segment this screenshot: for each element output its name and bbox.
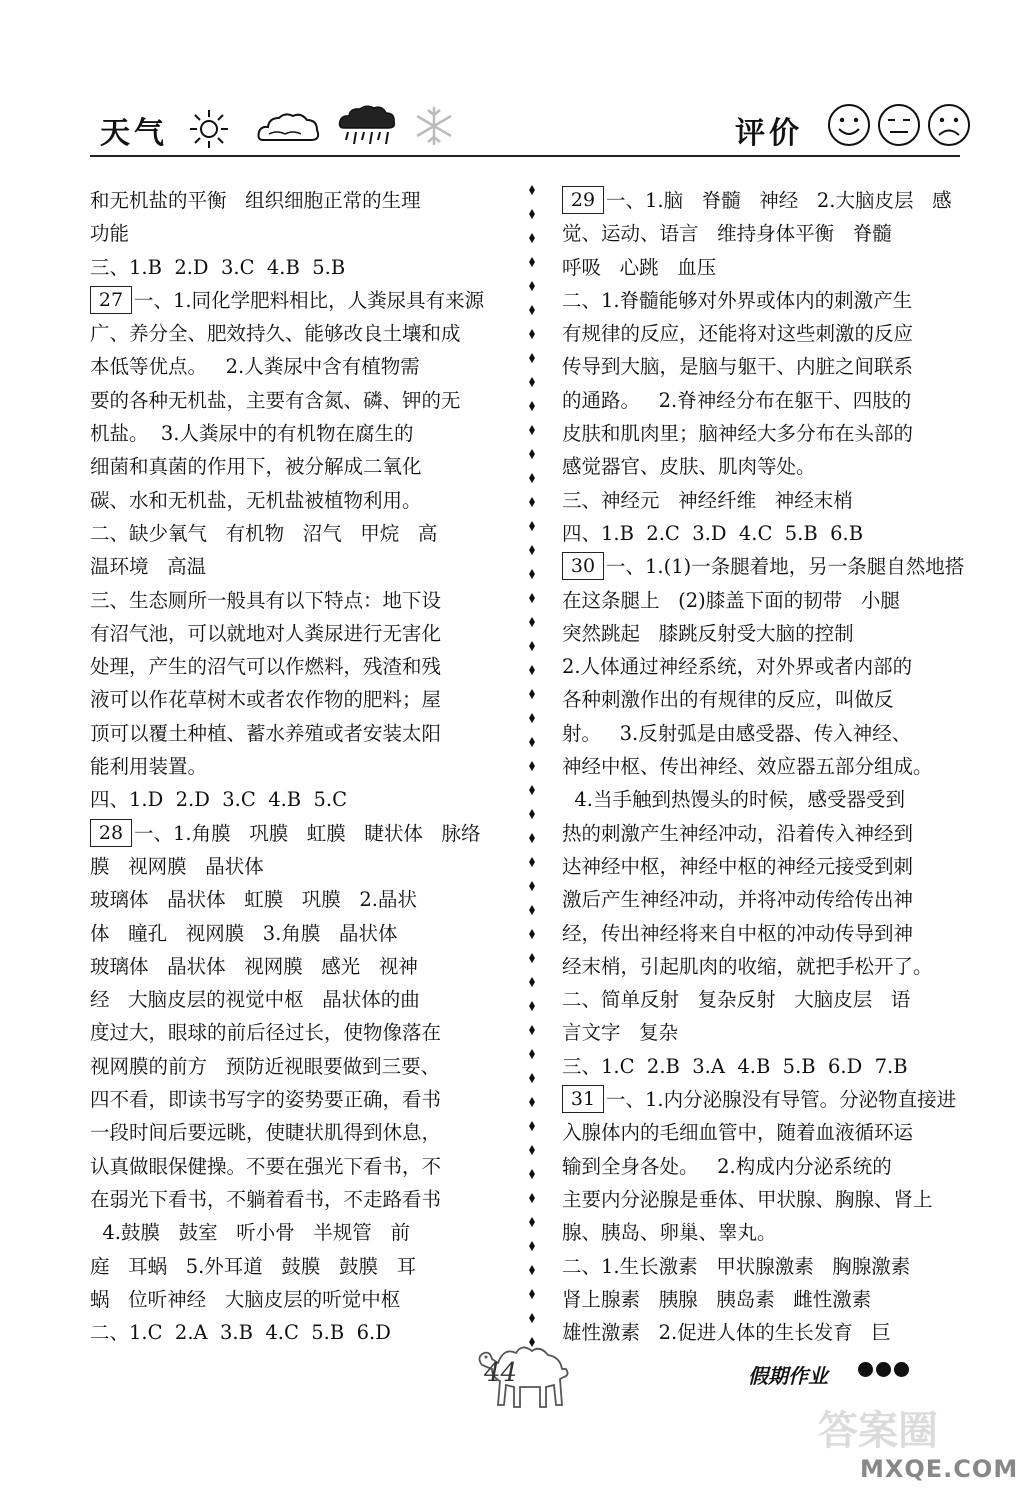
- divider-diamond: [529, 665, 535, 675]
- divider-diamond: [529, 737, 535, 747]
- answer-text: 觉、运动、语言 维持身体平衡 脊髓: [562, 222, 892, 246]
- divider-diamond: [529, 617, 535, 627]
- answer-line: [562, 184, 982, 217]
- answer-text: 皮肤和肌肉里；脑神经大多分布在头部的: [562, 422, 914, 446]
- answer-line: [562, 950, 982, 983]
- answer-line: [562, 417, 982, 450]
- answer-line: [562, 617, 982, 650]
- divider-diamond: [529, 1073, 535, 1083]
- snowflake-icon: [412, 104, 456, 148]
- answer-line: [90, 783, 530, 816]
- answer-line: [90, 184, 530, 217]
- divider-diamond: [529, 977, 535, 987]
- answer-line: [90, 883, 530, 916]
- divider-diamond: [529, 257, 535, 267]
- section-number: 31: [562, 1085, 604, 1113]
- divider-diamond: [529, 1313, 535, 1323]
- answer-text: 一、1.脑 脊髓 神经 2.大脑皮层 感: [606, 189, 952, 212]
- answer-text: 视网膜的前方 预防近视眼要做到三要、: [90, 1054, 441, 1078]
- header-rule: [90, 155, 960, 157]
- answer-line: [562, 1016, 982, 1049]
- divider-diamond: [529, 1097, 535, 1107]
- answer-text: 液可以作花草树木或者农作物的肥料；屋: [90, 688, 442, 712]
- answer-line: [562, 584, 982, 617]
- answer-line: [562, 450, 982, 483]
- answer-text: 各种刺激作出的有规律的反应，叫做反: [562, 688, 894, 712]
- answer-line: [90, 1216, 530, 1249]
- answer-text: 二、缺少氧气 有机物 沼气 甲烷 高: [90, 521, 438, 545]
- divider-diamond: [529, 281, 535, 291]
- divider-diamond: [529, 449, 535, 459]
- answer-text: 雄性激素 2.促进人体的生长发育 巨: [562, 1321, 891, 1345]
- answer-text: 有规律的反应，还能将对这些刺激的反应: [562, 322, 914, 346]
- answer-text: 一、1.内分泌腺没有导管。分泌物直接进: [606, 1088, 957, 1112]
- weather-label: 天气: [100, 116, 168, 151]
- answer-line: [90, 1083, 530, 1116]
- neutral-face-icon: [876, 102, 922, 148]
- answer-text: 神经中枢、传出神经、效应器五部分组成。: [562, 755, 933, 779]
- divider-diamond: [529, 233, 535, 243]
- answer-text: 传导到大脑，是脑与躯干、内脏之间联系: [562, 355, 914, 379]
- answer-line: [562, 717, 982, 750]
- answer-line: [562, 1216, 982, 1249]
- divider-diamond: [529, 881, 535, 891]
- divider-diamond: [529, 1025, 535, 1035]
- answer-line: [562, 550, 982, 583]
- answer-line: [90, 983, 530, 1016]
- divider-diamond: [529, 857, 535, 867]
- watermark-badge: 答案圈: [818, 1408, 938, 1454]
- divider-diamond: [529, 569, 535, 579]
- answer-line: [90, 384, 530, 417]
- divider-diamond: [529, 809, 535, 819]
- answer-line: [562, 650, 982, 683]
- answer-line: [562, 1050, 982, 1083]
- answer-text: 感觉器官、皮肤、肌肉等处。: [562, 455, 816, 479]
- dot-icon: [894, 1362, 909, 1377]
- section-number: 28: [90, 819, 132, 847]
- answer-text: 腺、胰岛、卵巢、睾丸。: [562, 1221, 777, 1245]
- divider-diamond: [529, 329, 535, 339]
- answer-text: 激后产生神经冲动，并将冲动传给传出神: [562, 888, 914, 912]
- answer-text: 一、1.角膜 巩膜 虹膜 睫状体 脉络: [134, 821, 481, 845]
- divider-diamond: [529, 1049, 535, 1059]
- answer-line: [562, 1116, 982, 1149]
- page-header: [0, 0, 1000, 170]
- series-dots: [858, 1362, 912, 1381]
- answer-text: 4.鼓膜 鼓室 听小骨 半规管 前: [90, 1221, 410, 1245]
- column-divider: [528, 184, 536, 1344]
- answer-line: [90, 517, 530, 550]
- answer-text: 度过大，眼球的前后径过长，使物像落在: [90, 1021, 442, 1045]
- answer-line: [562, 1283, 982, 1316]
- divider-diamond: [529, 1169, 535, 1179]
- rain-icon: [338, 104, 396, 150]
- answer-line: [562, 1150, 982, 1183]
- right-column: [562, 184, 982, 1349]
- divider-diamond: [529, 1193, 535, 1203]
- series-label: 假期作业: [748, 1364, 828, 1388]
- answer-text: 射。 3.反射弧是由感受器、传入神经、: [562, 721, 912, 745]
- answer-text: 和无机盐的平衡 组织细胞正常的生理: [90, 189, 421, 212]
- answer-text: 在这条腿上 (2)膝盖下面的韧带 小腿: [562, 588, 900, 612]
- answer-text: 在弱光下看书，不躺着看书，不走路看书: [90, 1187, 442, 1211]
- answer-text: 四不看，即读书写字的姿势要正确，看书: [90, 1088, 442, 1112]
- divider-diamond: [529, 1001, 535, 1011]
- divider-diamond: [529, 1121, 535, 1131]
- answer-line: [90, 650, 530, 683]
- answer-text: 细菌和真菌的作用下，被分解成二氧化: [90, 455, 422, 479]
- answer-line: [90, 1250, 530, 1283]
- answer-line: [90, 817, 530, 850]
- answer-text: 一、1.(1)一条腿着地，另一条腿自然地搭: [606, 555, 965, 579]
- divider-diamond: [529, 929, 535, 939]
- answer-text: 言文字 复杂: [562, 1021, 679, 1045]
- answer-line: [562, 983, 982, 1016]
- smile-face-icon: [826, 102, 872, 148]
- answer-line: [562, 850, 982, 883]
- answer-text: 达神经中枢，神经中枢的神经元接受到刺: [562, 854, 914, 878]
- answer-text: 要的各种无机盐，主要有含氮、磷、钾的无: [90, 388, 461, 412]
- divider-diamond: [529, 953, 535, 963]
- answer-line: [562, 1083, 982, 1116]
- page-number: 44: [484, 1358, 518, 1388]
- answer-text: 三、生态厕所一般具有以下特点：地下设: [90, 588, 442, 612]
- answer-text: 三、1.B 2.D 3.C 4.B 5.B: [90, 255, 346, 279]
- answer-line: [90, 1050, 530, 1083]
- answer-line: [562, 484, 982, 517]
- answer-text: 三、神经元 神经纤维 神经末梢: [562, 488, 853, 512]
- divider-diamond: [529, 1289, 535, 1299]
- answer-line: [90, 1016, 530, 1049]
- answer-line: [562, 917, 982, 950]
- divider-diamond: [529, 425, 535, 435]
- divider-diamond: [529, 521, 535, 531]
- cloudy-icon: [255, 108, 323, 148]
- divider-diamond: [529, 209, 535, 219]
- answer-line: [562, 1250, 982, 1283]
- answer-line: [90, 584, 530, 617]
- answer-line: [90, 1316, 530, 1349]
- divider-diamond: [529, 497, 535, 507]
- answer-line: [90, 251, 530, 284]
- answer-text: 庭 耳蜗 5.外耳道 鼓膜 鼓膜 耳: [90, 1254, 417, 1278]
- divider-diamond: [529, 473, 535, 483]
- answer-text: 四、1.B 2.C 3.D 4.C 5.B 6.B: [562, 521, 864, 545]
- divider-diamond: [529, 641, 535, 651]
- answer-text: 处理，产生的沼气可以作燃料，残渣和残: [90, 655, 442, 679]
- answer-text: 膜 视网膜 晶状体: [90, 854, 264, 878]
- answer-line: [90, 317, 530, 350]
- divider-diamond: [529, 401, 535, 411]
- answer-text: 二、1.C 2.A 3.B 4.C 5.B 6.D: [90, 1321, 391, 1345]
- divider-diamond: [529, 1265, 535, 1275]
- section-number: 27: [90, 286, 132, 314]
- answer-line: [90, 550, 530, 583]
- section-number: 30: [562, 552, 604, 580]
- answer-text: 机盐。 3.人粪尿中的有机物在腐生的: [90, 422, 414, 446]
- answer-line: [562, 783, 982, 816]
- divider-diamond: [529, 689, 535, 699]
- answer-line: [562, 683, 982, 716]
- answer-line: [90, 617, 530, 650]
- answer-text: 二、简单反射 复杂反射 大脑皮层 语: [562, 988, 911, 1012]
- answer-line: [90, 917, 530, 950]
- divider-diamond: [529, 1217, 535, 1227]
- answer-text: 碳、水和无机盐，无机盐被植物利用。: [90, 488, 422, 512]
- divider-diamond: [529, 833, 535, 843]
- answer-line: [562, 1316, 982, 1349]
- rating-label: 评价: [735, 116, 803, 151]
- answer-line: [562, 217, 982, 250]
- answer-text: 认真做眼保健操。不要在强光下看书，不: [90, 1154, 442, 1178]
- answer-text: 一、1.同化学肥料相比，人粪尿具有来源: [134, 288, 485, 312]
- answer-line: [90, 1150, 530, 1183]
- left-column: [90, 184, 530, 1349]
- answer-line: [562, 317, 982, 350]
- divider-diamond: [529, 353, 535, 363]
- answer-text: 突然跳起 膝跳反射受大脑的控制: [562, 621, 854, 645]
- answer-text: 温环境 高温: [90, 555, 207, 579]
- watermark-logo: [810, 1400, 990, 1460]
- answer-line: [90, 1183, 530, 1216]
- answer-text: 入腺体内的毛细血管中，随着血液循环运: [562, 1121, 914, 1145]
- answer-text: 三、1.C 2.B 3.A 4.B 5.B 6.D 7.B: [562, 1054, 908, 1078]
- answer-text: 热的刺激产生神经冲动，沿着传入神经到: [562, 821, 914, 845]
- answer-text: 有沼气池，可以就地对人粪尿进行无害化: [90, 621, 442, 645]
- answer-text: 四、1.D 2.D 3.C 4.B 5.C: [90, 788, 348, 812]
- answer-line: [90, 217, 530, 250]
- answer-line: [90, 1116, 530, 1149]
- answer-line: [90, 717, 530, 750]
- watermark-text: MXQE.COM: [860, 1455, 1018, 1483]
- answer-text: 2.人体通过神经系统，对外界或者内部的: [562, 655, 913, 679]
- divider-diamond: [529, 593, 535, 603]
- answer-text: 4.当手触到热馒头的时候，感受器受到: [562, 788, 906, 812]
- answer-text: 二、1.生长激素 甲状腺激素 胸腺激素: [562, 1254, 911, 1278]
- divider-diamond: [529, 377, 535, 387]
- answer-line: [90, 284, 530, 317]
- answer-line: [90, 484, 530, 517]
- divider-diamond: [529, 1145, 535, 1155]
- answer-line: [562, 517, 982, 550]
- dot-icon: [858, 1362, 873, 1377]
- answer-text: 二、1.脊髓能够对外界或体内的刺激产生: [562, 288, 913, 312]
- answer-text: 输到全身各处。 2.构成内分泌系统的: [562, 1154, 892, 1178]
- divider-diamond: [529, 305, 535, 315]
- answer-text: 玻璃体 晶状体 虹膜 巩膜 2.晶状: [90, 888, 417, 912]
- answer-text: 本低等优点。 2.人粪尿中含有植物需: [90, 355, 420, 379]
- answer-line: [562, 284, 982, 317]
- answer-text: 功能: [90, 222, 130, 246]
- answer-line: [90, 950, 530, 983]
- divider-diamond: [529, 905, 535, 915]
- answer-line: [562, 251, 982, 284]
- divider-diamond: [529, 785, 535, 795]
- answer-line: [90, 750, 530, 783]
- divider-diamond: [529, 713, 535, 723]
- answer-line: [90, 683, 530, 716]
- sun-icon: [188, 108, 230, 150]
- divider-diamond: [529, 1241, 535, 1251]
- answer-text: 体 瞳孔 视网膜 3.角膜 晶状体: [90, 921, 398, 945]
- section-number: 29: [562, 186, 604, 214]
- answer-text: 经末梢，引起肌肉的收缩，就把手松开了。: [562, 954, 933, 978]
- answer-line: [562, 384, 982, 417]
- answer-text: 经 大脑皮层的视觉中枢 晶状体的曲: [90, 988, 420, 1012]
- answer-text: 蜗 位听神经 大脑皮层的听觉中枢: [90, 1287, 401, 1311]
- answer-line: [562, 350, 982, 383]
- answer-line: [90, 1283, 530, 1316]
- answer-text: 主要内分泌腺是垂体、甲状腺、胸腺、肾上: [562, 1187, 933, 1211]
- answer-line: [562, 1183, 982, 1216]
- answer-line: [90, 350, 530, 383]
- answer-line: [90, 450, 530, 483]
- divider-diamond: [529, 545, 535, 555]
- answer-line: [562, 883, 982, 916]
- answer-line: [90, 850, 530, 883]
- divider-diamond: [529, 185, 535, 195]
- answer-text: 顶可以覆土种植、蓄水养殖或者安装太阳: [90, 721, 442, 745]
- answer-text: 一段时间后要远眺，使睫状肌得到休息，: [90, 1121, 442, 1145]
- dot-icon: [876, 1362, 891, 1377]
- sad-face-icon: [926, 102, 972, 148]
- answer-text: 呼吸 心跳 血压: [562, 255, 717, 279]
- answer-line: [562, 817, 982, 850]
- answer-text: 肾上腺素 胰腺 胰岛素 雌性激素: [562, 1287, 872, 1311]
- answer-line: [562, 750, 982, 783]
- answer-text: 玻璃体 晶状体 视网膜 感光 视神: [90, 954, 418, 978]
- answer-text: 的通路。 2.脊神经分布在躯干、四肢的: [562, 388, 912, 412]
- answer-text: 广、养分全、肥效持久、能够改良土壤和成: [90, 322, 461, 346]
- answer-text: 能利用装置。: [90, 755, 208, 779]
- divider-diamond: [529, 761, 535, 771]
- answer-line: [90, 417, 530, 450]
- answer-text: 经，传出神经将来自中枢的冲动传导到神: [562, 921, 914, 945]
